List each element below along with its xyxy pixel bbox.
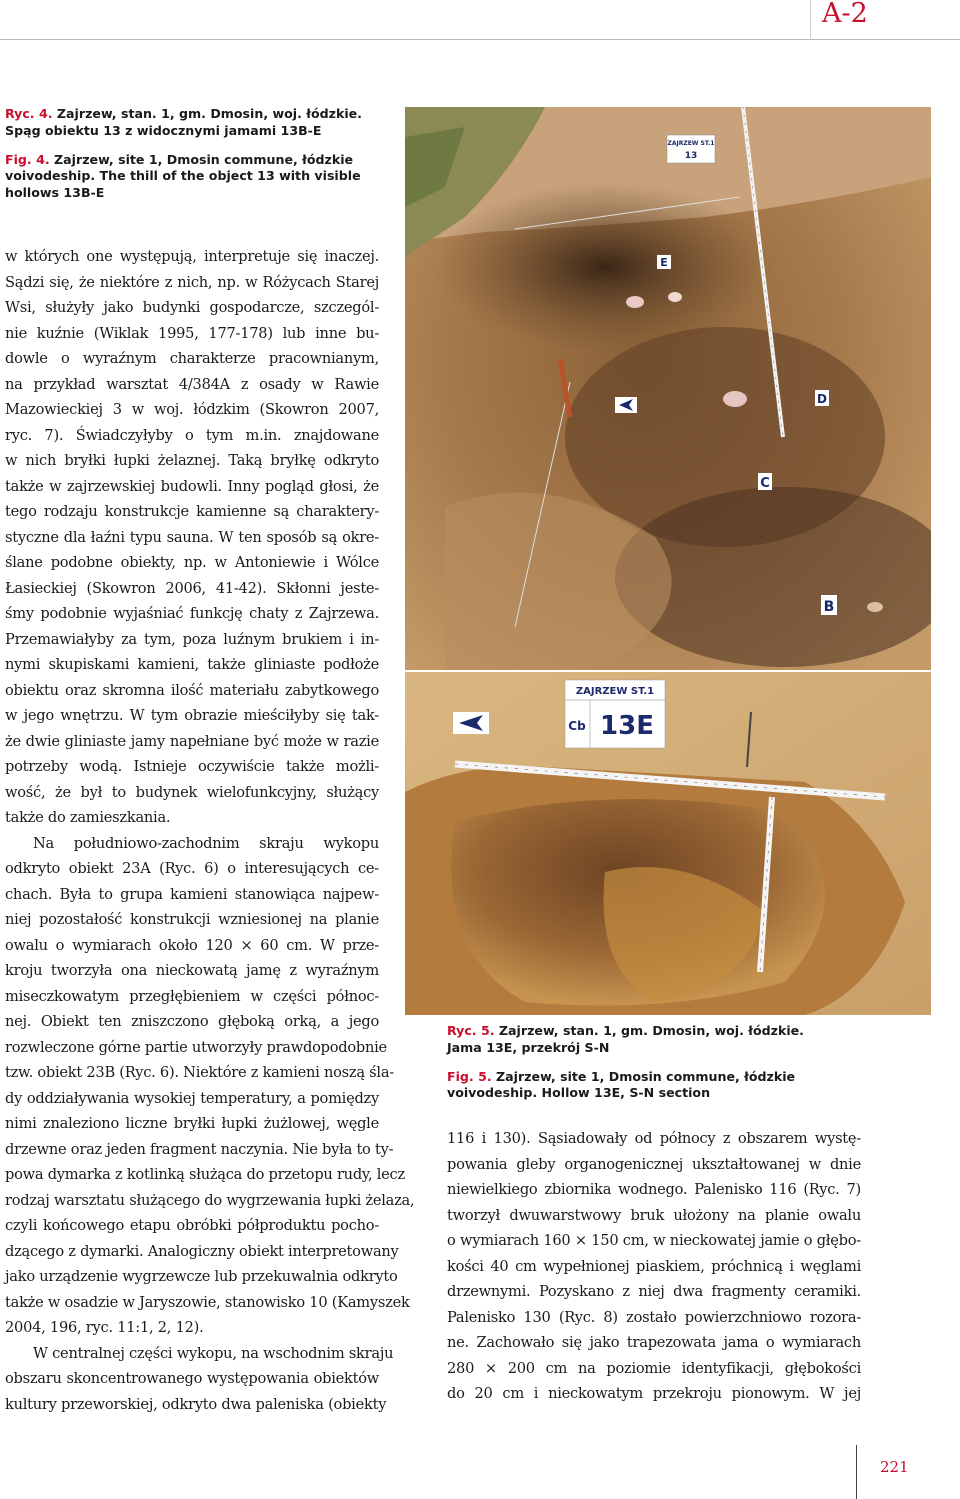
text-line: odkryto obiekt 23A (Ryc. 6) o interesujących ce- <box>5 860 379 877</box>
text-line: w jego wnętrzu. W tym obrazie mieściłyby się tak- <box>5 707 379 724</box>
text-line: powa dymarka z kotlinką służąca do przetopu rudy, lecz <box>5 1166 405 1183</box>
text-line: chach. Była to grupa kamieni stanowiąca najpew- <box>5 885 379 903</box>
figure-5-photo <box>405 672 931 1015</box>
hollow-label-b: B <box>823 599 835 615</box>
text-line: Łasieckiej (Skowron 2006, 41-42). Skłonni jeste- <box>5 579 379 597</box>
text-line: niewielkiego zbiornika wodnego. Palenisko 116 (Ryc. 7) <box>447 1181 861 1198</box>
text-line: kości 40 cm wypełnionej piaskiem, próchnicą i węglami <box>447 1257 861 1275</box>
page-number: 221 <box>880 1458 909 1476</box>
text-line: powania gleby organogenicznej ukształtowanej w dnie <box>447 1155 861 1173</box>
figure-5-caption-en: Fig. 5. Zajrzew, site 1, Dmosin commune, łódzkie voivodeship. Hollow 13E, S-N section <box>447 1068 796 1101</box>
text-line: 116 i 130). Sąsiadowały od północy z obszarem wystę- <box>447 1130 861 1147</box>
text-line: tzw. obiekt 23B (Ryc. 6). Niektóre z kamieni noszą śla- <box>5 1064 394 1081</box>
text-line: także w osadzie w Jaryszowie, stanowisko 10 (Kamyszek <box>5 1293 410 1311</box>
text-line: tworzył dwuwarstwowy bruk ułożony na planie owalu <box>447 1206 861 1224</box>
text-line: że dwie gliniaste jamy napełniane być może w razie <box>5 732 379 750</box>
hollow-label-d: D <box>817 392 827 406</box>
excavation-floor-image <box>405 107 931 670</box>
text-line: w nich bryłki łupki żelaznej. Taką bryłkę odkryto <box>5 452 379 469</box>
text-line: drzewne oraz jeden fragment naczynia. Nie była to ty- <box>5 1140 394 1158</box>
text-line: 280 × 200 cm na poziomie identyfikacji, głębokości <box>447 1359 861 1377</box>
page-number-rule <box>856 1445 857 1499</box>
text-line: miseczkowatym przegłębieniem w części północ- <box>5 987 379 1005</box>
hollow-section-image <box>405 672 931 1015</box>
text-line: rozwleczone górne partie utworzyły prawdopodobnie <box>5 1038 387 1056</box>
text-line: na przykład warsztat 4/384A z osady w Rawie <box>5 375 379 393</box>
figure-5-caption-pl: Ryc. 5. Zajrzew, stan. 1, gm. Dmosin, woj. łódzkie. Jama 13E, przekrój S-N <box>447 1023 804 1055</box>
figure-5-label-pl: Ryc. 5. <box>447 1023 495 1038</box>
text-line: Mazowieckiej 3 w woj. łódzkim (Skowron 2007, <box>5 401 379 418</box>
text-line: niej pozostałość konstrukcji wzniesionej na planie <box>5 911 379 928</box>
right-column-text <box>447 1126 861 1407</box>
text-line: kroju tworzyła ona nieckowatą jamę z wyraźnym <box>5 962 379 979</box>
text-line: czyli końcowego etapu obróbki półproduktu pocho- <box>5 1217 379 1234</box>
header-rule <box>0 39 960 40</box>
text-line: styczne dla łaźni typu sauna. W ten sposób są okre- <box>5 528 379 546</box>
figure-4-label-en: Fig. 4. <box>5 151 50 167</box>
text-line: także w zajrzewskiej budowli. Inny pogląd głosi, że <box>5 477 379 495</box>
section-label: A-2 <box>822 0 868 29</box>
text-line: Sądzi się, że niektóre z nich, np. w Różycach Starej <box>5 273 379 291</box>
text-line: dowle o wyraźnym charakterze pracownianym, <box>5 350 379 367</box>
figure-5-tag-number: 13E <box>600 711 654 741</box>
text-line: także do zamieszkania. <box>5 809 171 826</box>
text-line: nie kuźnie (Wiklak 1995, 177-178) lub inne bu- <box>5 324 379 342</box>
hollow-label-c: C <box>760 476 770 491</box>
text-line: kultury przeworskiej, odkryto dwa paleniska (obiekty <box>5 1395 387 1413</box>
text-line: w których one występują, interpretuje się inaczej. <box>5 248 379 265</box>
figure-4-label-pl: Ryc. 4. <box>5 106 53 121</box>
text-line: ne. Zachowało się jako trapezowata jama o wymiarach <box>447 1334 861 1351</box>
text-line: nej. Obiekt ten zniszczono głęboką orką, a jego <box>5 1013 379 1030</box>
text-line: do 20 cm i nieckowatym przekroju pionowym. W jej <box>447 1385 861 1402</box>
text-line: nymi skupiskami kamieni, także gliniaste podłoże <box>5 656 379 673</box>
header-divider <box>810 0 811 40</box>
text-line: drzewnymi. Pozyskano z niej dwa fragmenty ceramiki. <box>447 1283 861 1300</box>
figure-4-caption <box>5 106 390 202</box>
text-line: obiektu oraz skromna ilość materiału zabytkowego <box>5 681 379 699</box>
text-line: ryc. 7). Świadczyłyby o tym m.in. znajdowane <box>5 426 379 444</box>
text-line: o wymiarach 160 × 150 cm, w nieckowatej jamie o głębo- <box>447 1232 861 1249</box>
text-line: Na południowo-zachodnim skraju wykopu <box>33 834 379 852</box>
figure-5-label-en: Fig. 5. <box>447 1068 492 1084</box>
text-line: Palenisko 130 (Ryc. 8) zostało powierzchniowo rozora- <box>447 1308 861 1326</box>
text-line: obszaru skoncentrowanego występowania obiektów <box>5 1370 379 1387</box>
figure-5-caption <box>447 1023 827 1102</box>
text-line: Przemawiałyby za tym, poza luźnym brukiem i in- <box>5 630 379 648</box>
text-line: rodzaj warsztatu służącego do wygrzewania łupki żelaza, <box>5 1191 415 1209</box>
text-line: dy oddziaływania wysokiej temperatury, a pomiędzy <box>5 1089 379 1107</box>
text-line: śmy podobnie wyjaśniać funkcję chaty z Zajrzewa. <box>5 605 379 622</box>
figure-4-tag-number: 13 <box>684 151 698 161</box>
text-line: tego rodzaju konstrukcje kamienne są charaktery- <box>5 503 379 520</box>
left-column-text <box>5 244 415 1417</box>
text-line: Wsi, służyły jako budynki gospodarcze, szczegól- <box>5 299 379 316</box>
text-line: 2004, 196, ryc. 11:1, 2, 12). <box>5 1319 204 1336</box>
text-line: wość, że był to budynek wielofunkcyjny, służący <box>5 783 379 801</box>
text-line: W centralnej części wykopu, na wschodnim skraju <box>33 1344 394 1362</box>
text-line: dzącego z dymarki. Analogiczny obiekt interpretowany <box>5 1242 399 1260</box>
text-line: jako urządzenie wygrzewcze lub przekuwalnia odkryto <box>5 1268 398 1285</box>
figure-5-tag-site: ZAJRZEW ST.1 <box>575 686 655 697</box>
figure-4-tag-site: ZAJRZEW ST.1 <box>667 140 715 147</box>
figure-4-caption-pl: Ryc. 4. Zajrzew, stan. 1, gm. Dmosin, woj. łódzkie. Spąg obiektu 13 z widocznymi jamami 13B-E <box>5 106 362 138</box>
text-line: potrzeby wodą. Istnieje oczywiście także możli- <box>5 758 379 775</box>
text-line: ślane podobne obiekty, np. w Antoniewie i Wólce <box>5 554 379 571</box>
figure-4-photo <box>405 107 931 670</box>
figure-4-caption-en: Fig. 4. Zajrzew, site 1, Dmosin commune, łódzkie voivodeship. The thill of the object 13 with visible hollows 13B-E <box>5 151 361 201</box>
hollow-label-e: E <box>660 256 668 269</box>
text-line: owalu o wymiarach około 120 × 60 cm. W prze- <box>5 936 379 954</box>
text-line: nimi znaleziono liczne bryłki łupki żużlowej, węgle <box>5 1115 379 1132</box>
figure-5-tag-side: Cb <box>568 719 586 733</box>
